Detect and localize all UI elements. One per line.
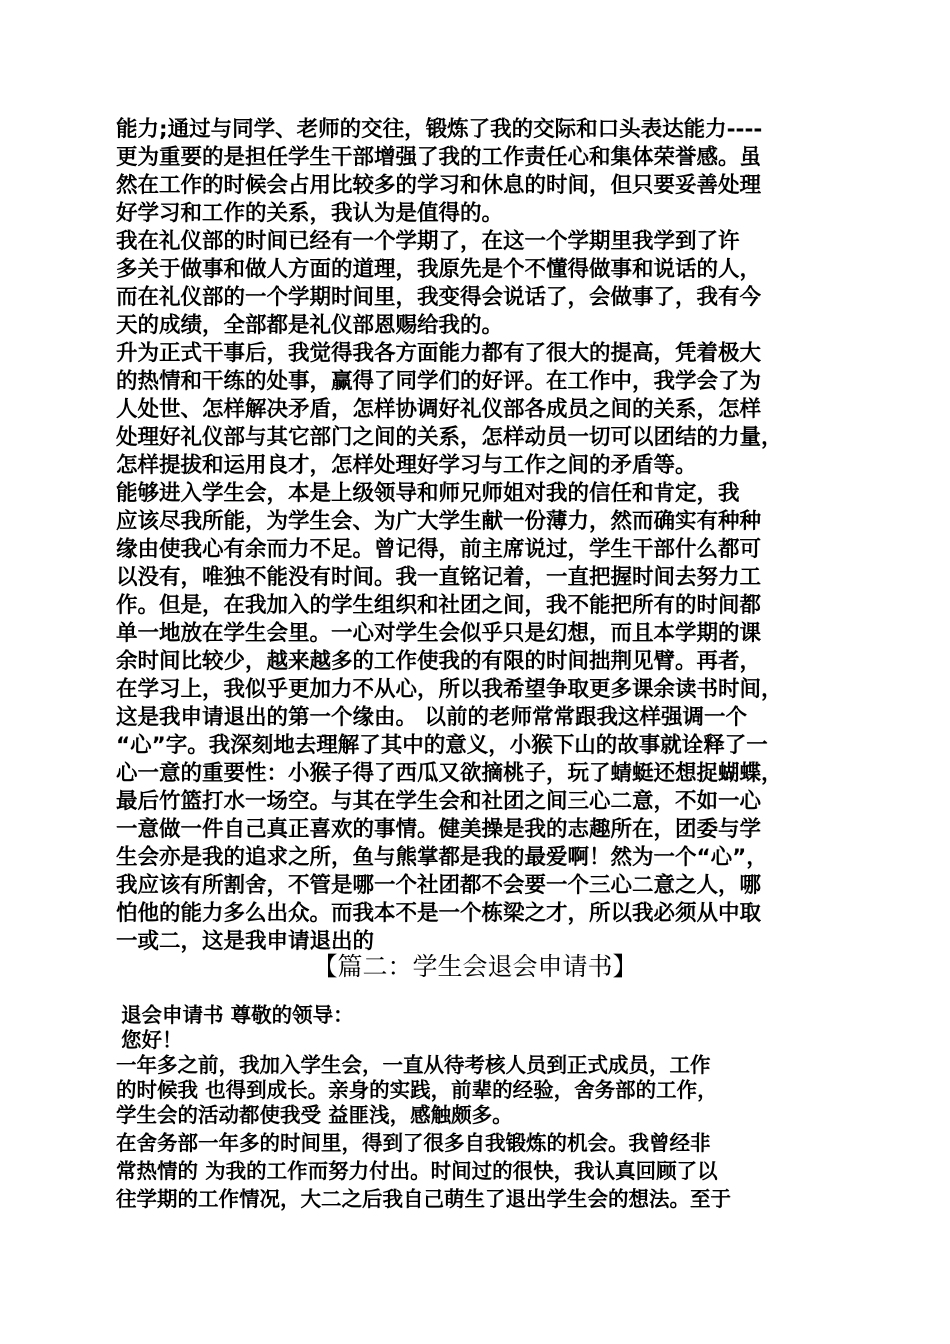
text-line: 一或二，这是我申请退出的 [116, 929, 375, 954]
text-line: 能够进入学生会，本是上级领导和师兄师姐对我的信任和肯定，我 [116, 481, 740, 506]
text-line: 心一意的重要性：小猴子得了西瓜又欲摘桃子，玩了蜻蜓还想捉蝴蝶， [116, 761, 783, 786]
text-line: 这是我申请退出的第一个缘由。 以前的老师常常跟我这样强调一个 [116, 705, 747, 730]
text-line: 以没有，唯独不能没有时间。我一直铭记着，一直把握时间去努力工 [116, 565, 762, 590]
text-line: 生会亦是我的追求之所，鱼与熊掌都是我的最爱啊！然为一个“心”， [116, 845, 768, 870]
text-line: 一意做一件自己真正喜欢的事情。健美操是我的志趣所在，团委与学 [116, 817, 762, 842]
text-line: 更为重要的是担任学生干部增强了我的工作责任心和集体荣誉感。虽 [116, 145, 762, 170]
text-line: 多关于做事和做人方面的道理，我原先是个不懂得做事和说话的人， [116, 257, 762, 282]
text-line: 的时候我 也得到成长。亲身的实践，前辈的经验，舍务部的工作， [116, 1078, 718, 1102]
text-line: 的热情和干练的处事，赢得了同学们的好评。在工作中，我学会了为 [116, 369, 762, 394]
text-line: 而在礼仪部的一个学期时间里，我变得会说话了，会做事了，我有今 [116, 285, 762, 310]
text-line: 在舍务部一年多的时间里，得到了很多自我锻炼的机会。我曾经非 [116, 1131, 711, 1155]
text-line: 单一地放在学生会里。一心对学生会似乎只是幻想，而且本学期的课 [116, 621, 762, 646]
text-line: 应该尽我所能，为学生会、为广大学生献一份薄力，然而确实有种种 [116, 509, 762, 534]
text-line: 学生会的活动都使我受 益匪浅，感触颇多。 [116, 1103, 513, 1127]
text-line: 一年多之前，我加入学生会，一直从待考核人员到正式成员，工作 [116, 1053, 711, 1077]
text-line: 人处世、怎样解决矛盾，怎样协调好礼仪部各成员之间的关系，怎样 [116, 397, 762, 422]
text-line: 我应该有所割舍，不管是哪一个社团都不会要一个三心二意之人，哪 [116, 873, 762, 898]
text-line: 退会申请书 尊敬的领导： [121, 1003, 354, 1027]
text-line: 能力;通过与同学、老师的交往，锻炼了我的交际和口头表达能力---- [116, 117, 763, 142]
text-line: 作。但是，在我加入的学生组织和社团之间，我不能把所有的时间都 [116, 593, 762, 618]
text-line: 处理好礼仪部与其它部门之间的关系，怎样动员一切可以团结的力量， [116, 425, 783, 450]
text-line: 最后竹篮打水一场空。与其在学生会和社团之间三心二意，不如一心 [116, 789, 762, 814]
text-line: 好学习和工作的关系，我认为是值得的。 [116, 201, 504, 226]
text-line: 余时间比较少，越来越多的工作使我的有限的时间拙荆见臂。再者， [116, 649, 762, 674]
text-line: 您好！ [121, 1028, 183, 1052]
text-line: “心”字。我深刻地去理解了其中的意义，小猴下山的故事就诠释了一 [116, 733, 768, 758]
text-line: 在学习上，我似乎更加力不从心，所以我希望争取更多课余读书时间， [116, 677, 783, 702]
text-line: 然在工作的时候会占用比较多的学习和休息的时间，但只要妥善处理 [116, 173, 762, 198]
text-line: 怎样提拔和运用良才，怎样处理好学习与工作之间的矛盾等。 [116, 453, 697, 478]
text-line: 天的成绩，全部都是礼仪部恩赐给我的。 [116, 313, 504, 338]
text-line: 常热情的 为我的工作而努力付出。时间过的很快，我认真回顾了以 [116, 1159, 718, 1183]
text-line: 怕他的能力多么出众。而我本不是一个栋梁之才，所以我必须从中取 [116, 901, 762, 926]
text-line: 升为正式干事后，我觉得我各方面能力都有了很大的提高，凭着极大 [116, 341, 762, 366]
text-line: 我在礼仪部的时间已经有一个学期了，在这一个学期里我学到了许 [116, 229, 740, 254]
text-line: 往学期的工作情况，大二之后我自己萌生了退出学生会的想法。至于 [116, 1187, 731, 1211]
section-heading: 【篇二：学生会退会申请书】 [312, 952, 638, 981]
text-line: 缘由使我心有余而力不足。曾记得，前主席说过，学生干部什么都可 [116, 537, 762, 562]
